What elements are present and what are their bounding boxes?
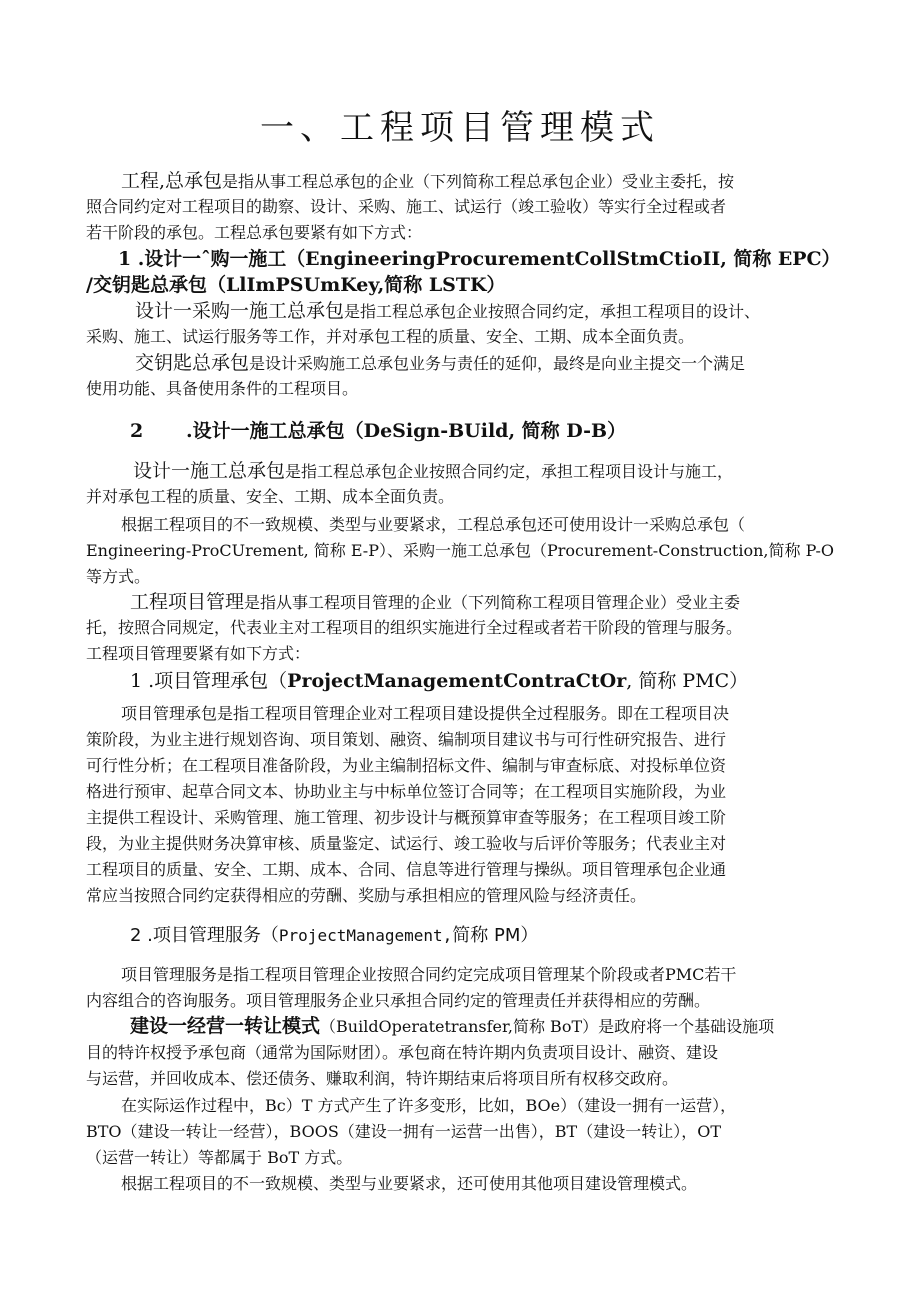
heading-term: ProjectManagement, <box>278 926 453 945</box>
paragraph-line: 项目管理承包是指工程项目管理企业对工程项目建设提供全过程服务。即在工程项目决 <box>121 704 730 723</box>
paragraph-line: 常应当按照合同约定获得相应的劳酬、奖励与承担相应的管理风险与经济责任。 <box>86 886 647 905</box>
paragraph-line: 段，为业主提供财务决算审核、质量鉴定、试运行、竣工验收与后评价等服务；代表业主对 <box>86 834 727 853</box>
heading-prefix: 1 .项目管理承包（ <box>130 670 288 692</box>
section-heading: /交钥匙总承包（LlImPSUmKey,简称 LSTK） <box>86 274 506 296</box>
section-heading-number: 2 <box>130 420 144 442</box>
paragraph-line: （运营一转让）等都属于 BoT 方式。 <box>86 1148 353 1167</box>
text-segment: 是设计采购施工总承包业务与责任的延仰，最终是向业主提交一个满足 <box>249 354 746 373</box>
paragraph-line: 内容组合的咨询服务。项目管理服务企业只承担合同约定的管理责任并获得相应的劳酬。 <box>86 991 711 1010</box>
paragraph-line: 在实际运作过程中，Bc）T 方式产生了许多变形，比如，BOe）（建设一拥有一运营）， <box>121 1096 737 1115</box>
heading-suffix: , 简称 PMC） <box>626 670 749 692</box>
section-heading <box>130 668 748 694</box>
term-lead: 建设一经营一转让模式 <box>130 1015 321 1037</box>
paragraph-line: 工程项目管理要紧有如下方式： <box>86 644 311 663</box>
term-lead: 设计一施工总承包 <box>133 460 286 482</box>
paragraph-line <box>130 591 740 614</box>
paragraph-line: 若干阶段的承包。工程总承包要紧有如下方式： <box>86 223 423 242</box>
paragraph-line: 与运营，并回收成本、偿还债务、赚取利润，特许期结束后将项目所有权移交政府。 <box>86 1069 679 1088</box>
paragraph-line: 策阶段，为业主进行规划咨询、项目策划、融资、编制项目建议书与可行性研究报告、进行 <box>86 730 727 749</box>
paragraph-line: 目的特许权授予承包商（通常为国际财团）。承包商在特许期内负责项目设计、融资、建设 <box>86 1043 719 1062</box>
paragraph-line: 格进行预审、起草合同文本、协助业主与中标单位签订合同等；在工程项目实施阶段，为业 <box>86 782 727 801</box>
paragraph-line: 采购、施工、试运行服务等工作，并对承包工程的质量、安全、工期、成本全面负责。 <box>86 327 695 346</box>
paragraph-line <box>130 1015 774 1038</box>
paragraph-line: BTO（建设一转让一经营），BOOS（建设一拥有一运营一出售），BT（建设一转让），OT <box>86 1122 722 1141</box>
text-segment: 是指从事工程项目管理的企业（下列简称工程项目管理企业）受业主委 <box>244 593 741 612</box>
paragraph-line: 可行性分析；在工程项目准备阶段，为业主编制招标文件、编制与审查标底、对投标单位资 <box>86 756 727 775</box>
term-lead: 工程项目管理 <box>130 591 245 613</box>
paragraph-line: 工程项目的质量、安全、工期、成本、合同、信息等进行管理与操纵。项目管理承包企业通 <box>86 860 727 879</box>
section-heading: 1 .设计一ˆ购一施工（EngineeringProcurementCollStmCtioII, 简称 EPC） <box>118 248 841 270</box>
paragraph-line: 等方式。 <box>86 567 151 586</box>
paragraph-line <box>121 170 734 193</box>
paragraph-line: 根据工程项目的不一致规模、类型与业要紧求，工程总承包还可使用设计一采购总承包（ <box>121 515 746 534</box>
paragraph-line: 项目管理服务是指工程项目管理企业按照合同约定完成项目管理某个阶段或者PMC若干 <box>121 965 737 984</box>
paragraph-line <box>135 300 760 323</box>
section-heading: .设计一施工总承包（DeSign-BUild, 简称 D-B） <box>186 420 627 442</box>
heading-suffix: 简称 PM） <box>452 925 539 946</box>
paragraph-line: 并对承包工程的质量、安全、工期、成本全面负责。 <box>86 487 455 506</box>
term-lead: 设计一采购一施工总承包 <box>135 300 345 322</box>
paragraph-line: 根据工程项目的不一致规模、类型与业要紧求，还可使用其他项目建设管理模式。 <box>121 1174 698 1193</box>
paragraph-line: 使用功能、具备使用条件的工程项目。 <box>86 379 359 398</box>
paragraph-line <box>133 460 733 483</box>
paragraph-line: Engineering-ProCUrement, 简称 E-P）、采购一施工总承包（Procurement-Construction,简称 P-O <box>86 541 834 560</box>
text-segment: （BuildOperatetransfer,简称 BoT）是政府将一个基础设施项 <box>320 1017 775 1036</box>
heading-prefix: 2 .项目管理服务（ <box>130 925 279 946</box>
section-heading <box>130 924 538 948</box>
paragraph-line <box>135 352 745 375</box>
term-lead: 交钥匙总承包 <box>135 352 250 374</box>
page-title: 一、工程项目管理模式 <box>260 108 660 148</box>
heading-term: ProjectManagementContraCtOr <box>287 670 627 692</box>
paragraph-line: 主提供工程设计、采购管理、施工管理、初步设计与概预算审查等服务；在工程项目竣工阶 <box>86 808 727 827</box>
text-segment: 是指工程总承包企业按照合同约定，承担工程项目设计与施工， <box>285 462 734 481</box>
term-lead: 工程,总承包 <box>121 170 223 192</box>
paragraph-line: 照合同约定对工程项目的勘察、设计、采购、施工、试运行（竣工验收）等实行全过程或者 <box>86 197 727 216</box>
text-segment: 是指从事工程总承包的企业（下列简称工程总承包企业）受业主委托，按 <box>222 172 735 191</box>
paragraph-line: 托，按照合同规定，代表业主对工程项目的组织实施进行全过程或者若干阶段的管理与服务。 <box>86 618 743 637</box>
text-segment: 是指工程总承包企业按照合同约定，承担工程项目的设计、 <box>344 302 761 321</box>
